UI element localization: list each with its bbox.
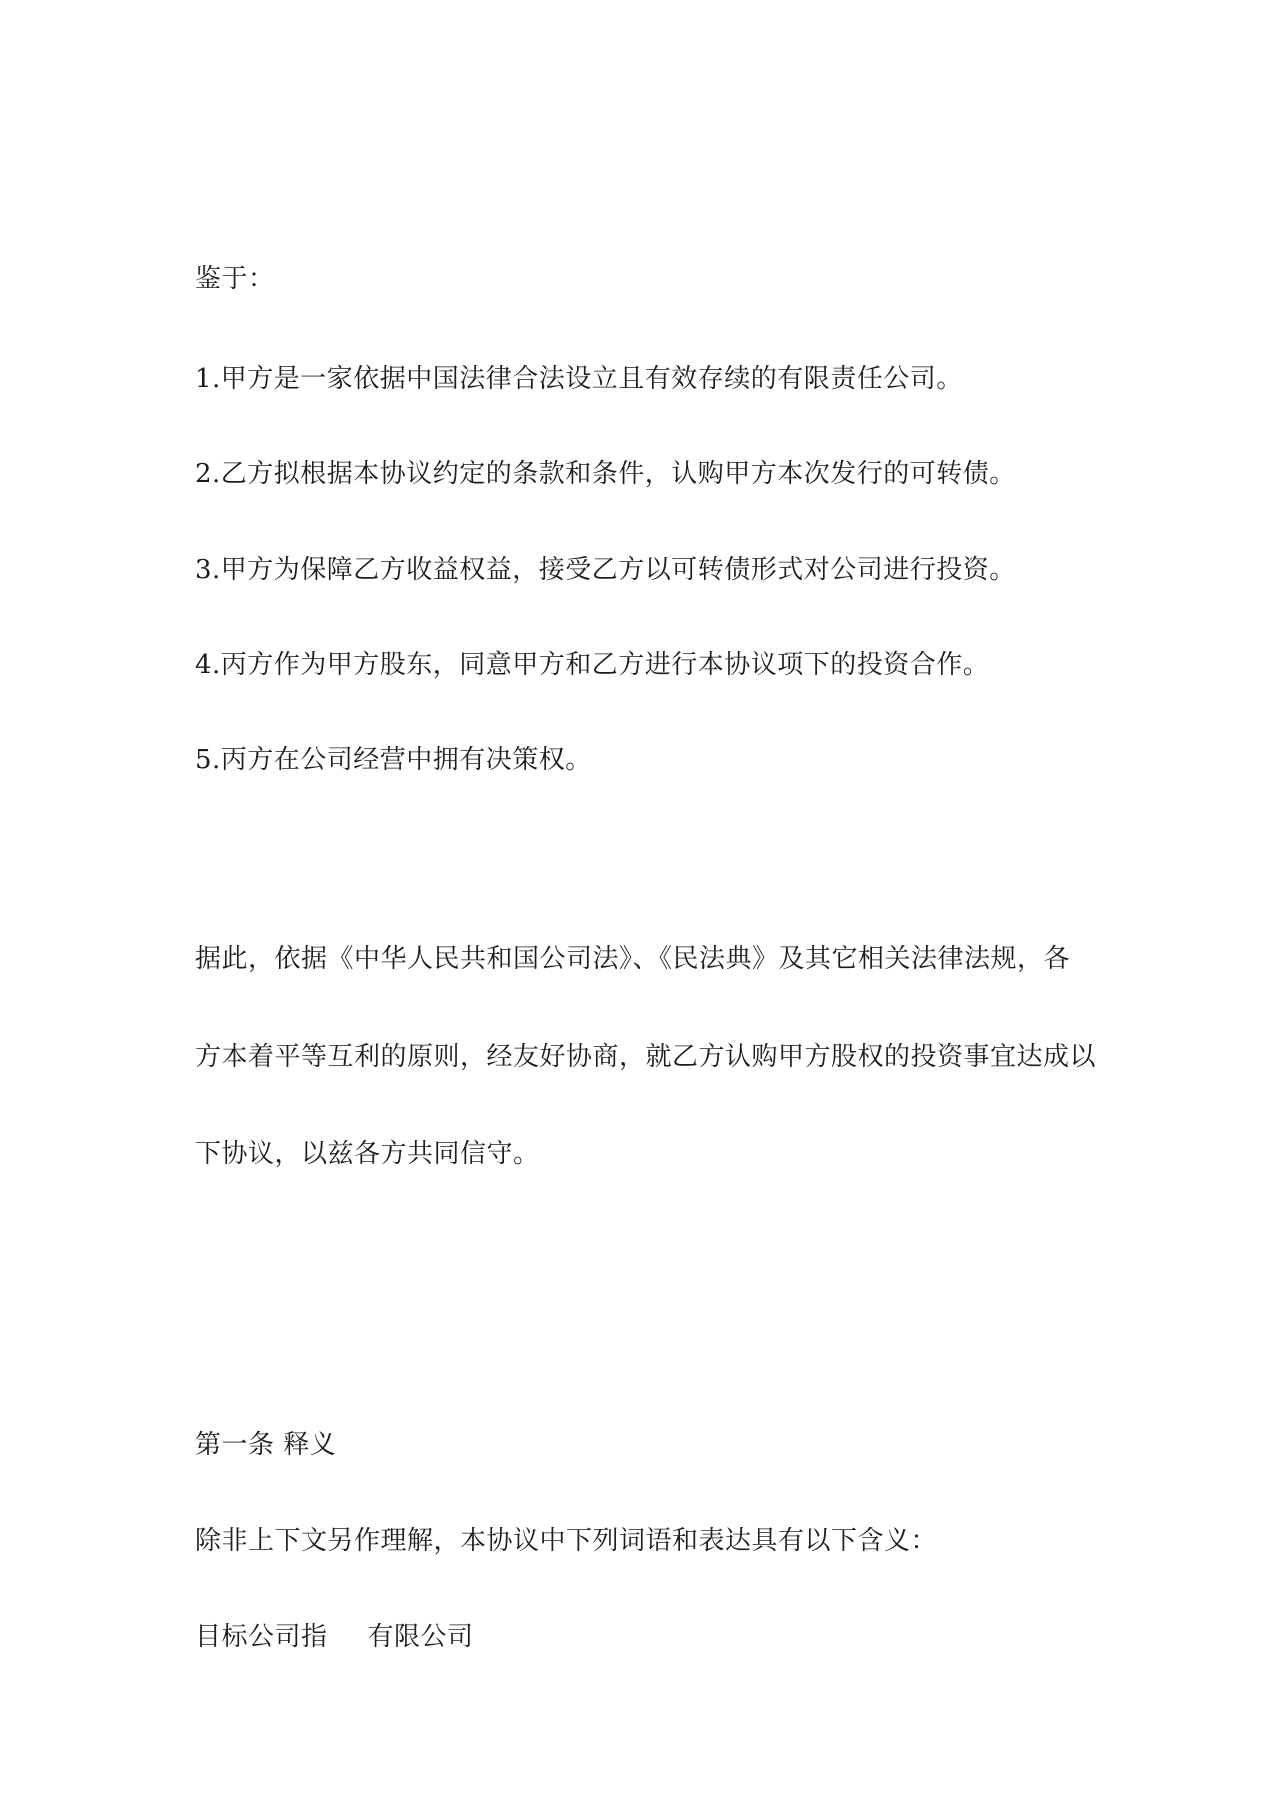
preamble-line-1: 据此，依据《中华人民共和国公司法》、《民法典》及其它相关法律法规，各 — [195, 944, 1071, 974]
article-1-intro: 除非上下文另作理解，本协议中下列词语和表达具有以下含义： — [195, 1526, 938, 1556]
recital-3: 3.甲方为保障乙方收益权益，接受乙方以可转债形式对公司进行投资。 — [195, 555, 1016, 585]
whereas-heading: 鉴于： — [195, 264, 275, 294]
recital-1: 1.甲方是一家依据中国法律合法设立且有效存续的有限责任公司。 — [195, 364, 963, 394]
definition-line — [195, 1620, 474, 1654]
recital-4: 4.丙方作为甲方股东，同意甲方和乙方进行本协议项下的投资合作。 — [195, 650, 990, 680]
definition-term: 目标公司指 — [195, 1622, 328, 1652]
article-1-title: 第一条 释义 — [195, 1430, 337, 1460]
recital-2: 2.乙方拟根据本协议约定的条款和条件，认购甲方本次发行的可转债。 — [195, 459, 1016, 489]
definition-value: 有限公司 — [367, 1622, 474, 1652]
recital-5: 5.丙方在公司经营中拥有决策权。 — [195, 745, 592, 775]
preamble-line-3: 下协议，以兹各方共同信守。 — [195, 1139, 540, 1169]
preamble-line-2: 方本着平等互利的原则，经友好协商，就乙方认购甲方股权的投资事宜达成以 — [195, 1042, 1097, 1072]
